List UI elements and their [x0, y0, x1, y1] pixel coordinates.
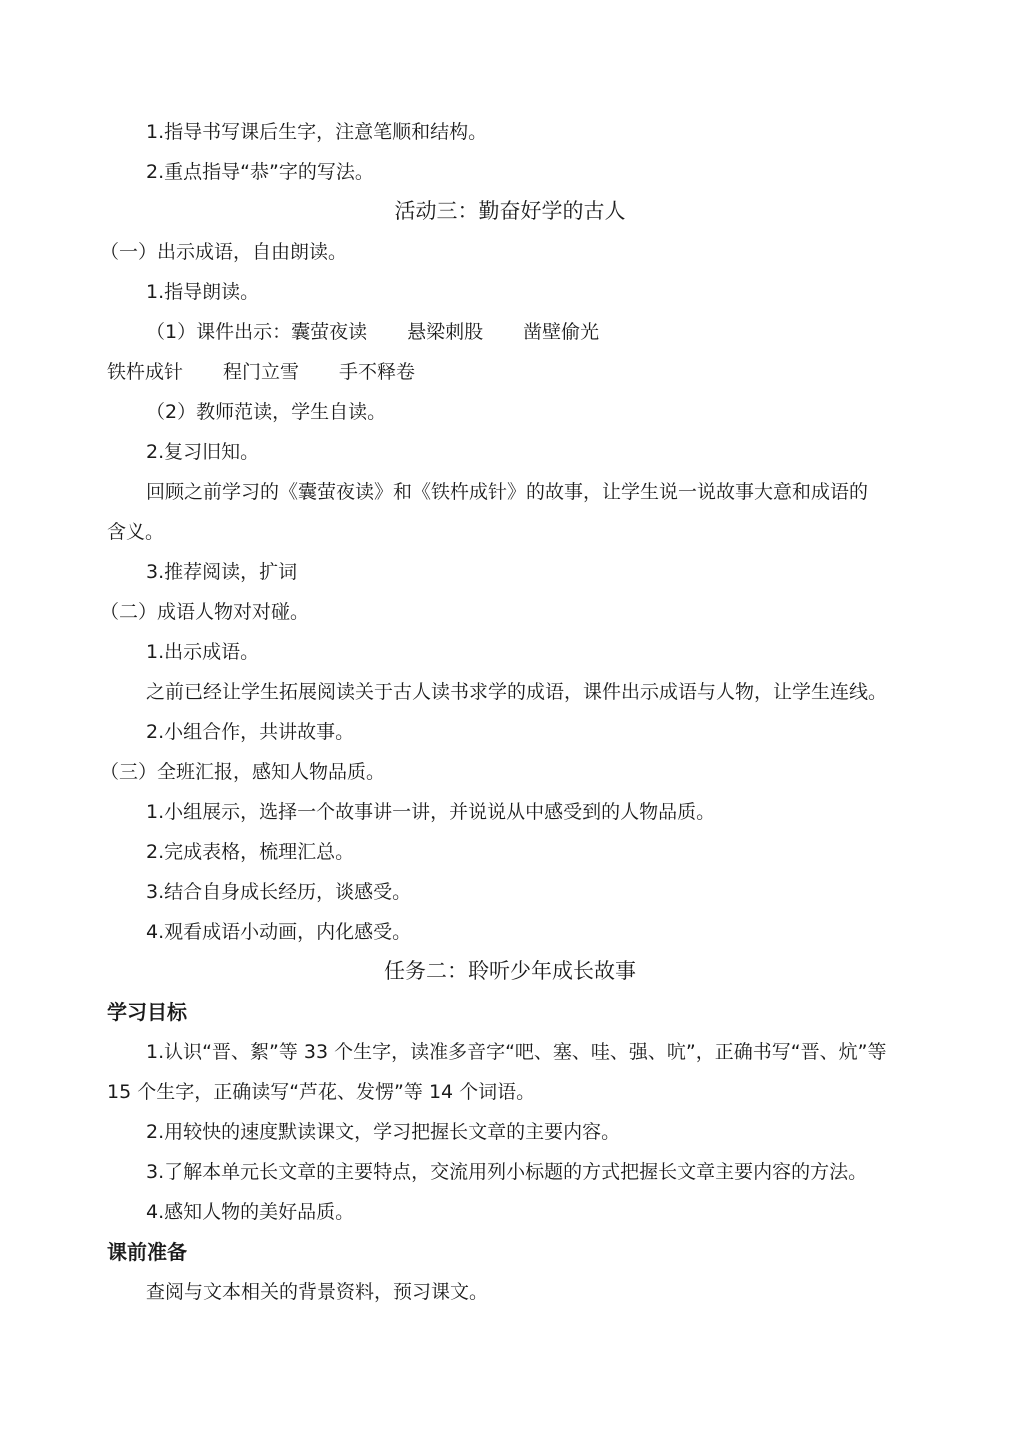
- paragraph: （2）教师范读，学生自读。: [146, 401, 387, 423]
- idiom-row: [146, 319, 599, 345]
- paragraph: 回顾之前学习的《囊萤夜读》和《铁杵成针》的故事，让学生说一说故事大意和成语的: [146, 481, 869, 503]
- paragraph: 3.结合自身成长经历，谈感受。: [146, 881, 412, 903]
- paragraph: 1.指导朗读。: [146, 281, 260, 303]
- paragraph: （一）出示成语，自由朗读。: [100, 241, 348, 263]
- paragraph: 3.了解本单元长文章的主要特点，交流用列小标题的方式把握长文章主要内容的方法。: [146, 1161, 868, 1183]
- paragraph: （三）全班汇报，感知人物品质。: [100, 761, 386, 783]
- paragraph: 之前已经让学生拓展阅读关于古人读书求学的成语，课件出示成语与人物，让学生连线。: [146, 681, 888, 703]
- paragraph: 2.小组合作，共讲故事。: [146, 721, 355, 743]
- paragraph: 2.用较快的速度默读课文，学习把握长文章的主要内容。: [146, 1121, 621, 1143]
- idiom-intro: （1）课件出示：: [146, 321, 292, 343]
- paragraph: 3.推荐阅读，扩词: [146, 561, 298, 583]
- paragraph: 2.完成表格，梳理汇总。: [146, 841, 355, 863]
- paragraph: 1.小组展示，选择一个故事讲一讲，并说说从中感受到的人物品质。: [146, 801, 716, 823]
- paragraph: 1.指导书写课后生字，注意笔顺和结构。: [146, 121, 488, 143]
- idiom: 悬梁刺股: [407, 321, 484, 343]
- idiom: 囊萤夜读: [291, 321, 368, 343]
- paragraph: 4.观看成语小动画，内化感受。: [146, 921, 412, 943]
- paragraph: 2.复习旧知。: [146, 441, 260, 463]
- paragraph: 1.出示成语。: [146, 641, 260, 663]
- section-heading: 活动三：勤奋好学的古人: [394, 199, 626, 223]
- idiom: 程门立雪: [223, 361, 300, 383]
- idiom: 凿壁偷光: [523, 321, 600, 343]
- subsection-heading: 课前准备: [107, 1240, 187, 1264]
- paragraph: （二）成语人物对对碰。: [100, 601, 310, 623]
- section-heading: 任务二：聆听少年成长故事: [384, 959, 636, 983]
- idiom: 铁杵成针: [107, 361, 184, 383]
- idiom: 手不释卷: [339, 361, 416, 383]
- paragraph: 4.感知人物的美好品质。: [146, 1201, 355, 1223]
- paragraph: 1.认识“晋、絮”等 33 个生字，读准多音字“吧、塞、哇、强、吭”，正确书写“晋、炕”等: [146, 1041, 887, 1063]
- paragraph: 15 个生字，正确读写“芦花、发愣”等 14 个词语。: [107, 1081, 536, 1103]
- idiom-row: [107, 359, 415, 385]
- paragraph: 含义。: [107, 521, 165, 543]
- paragraph: 2.重点指导“恭”字的写法。: [146, 161, 374, 183]
- subsection-heading: 学习目标: [107, 1000, 187, 1024]
- paragraph: 查阅与文本相关的背景资料，预习课文。: [146, 1281, 489, 1303]
